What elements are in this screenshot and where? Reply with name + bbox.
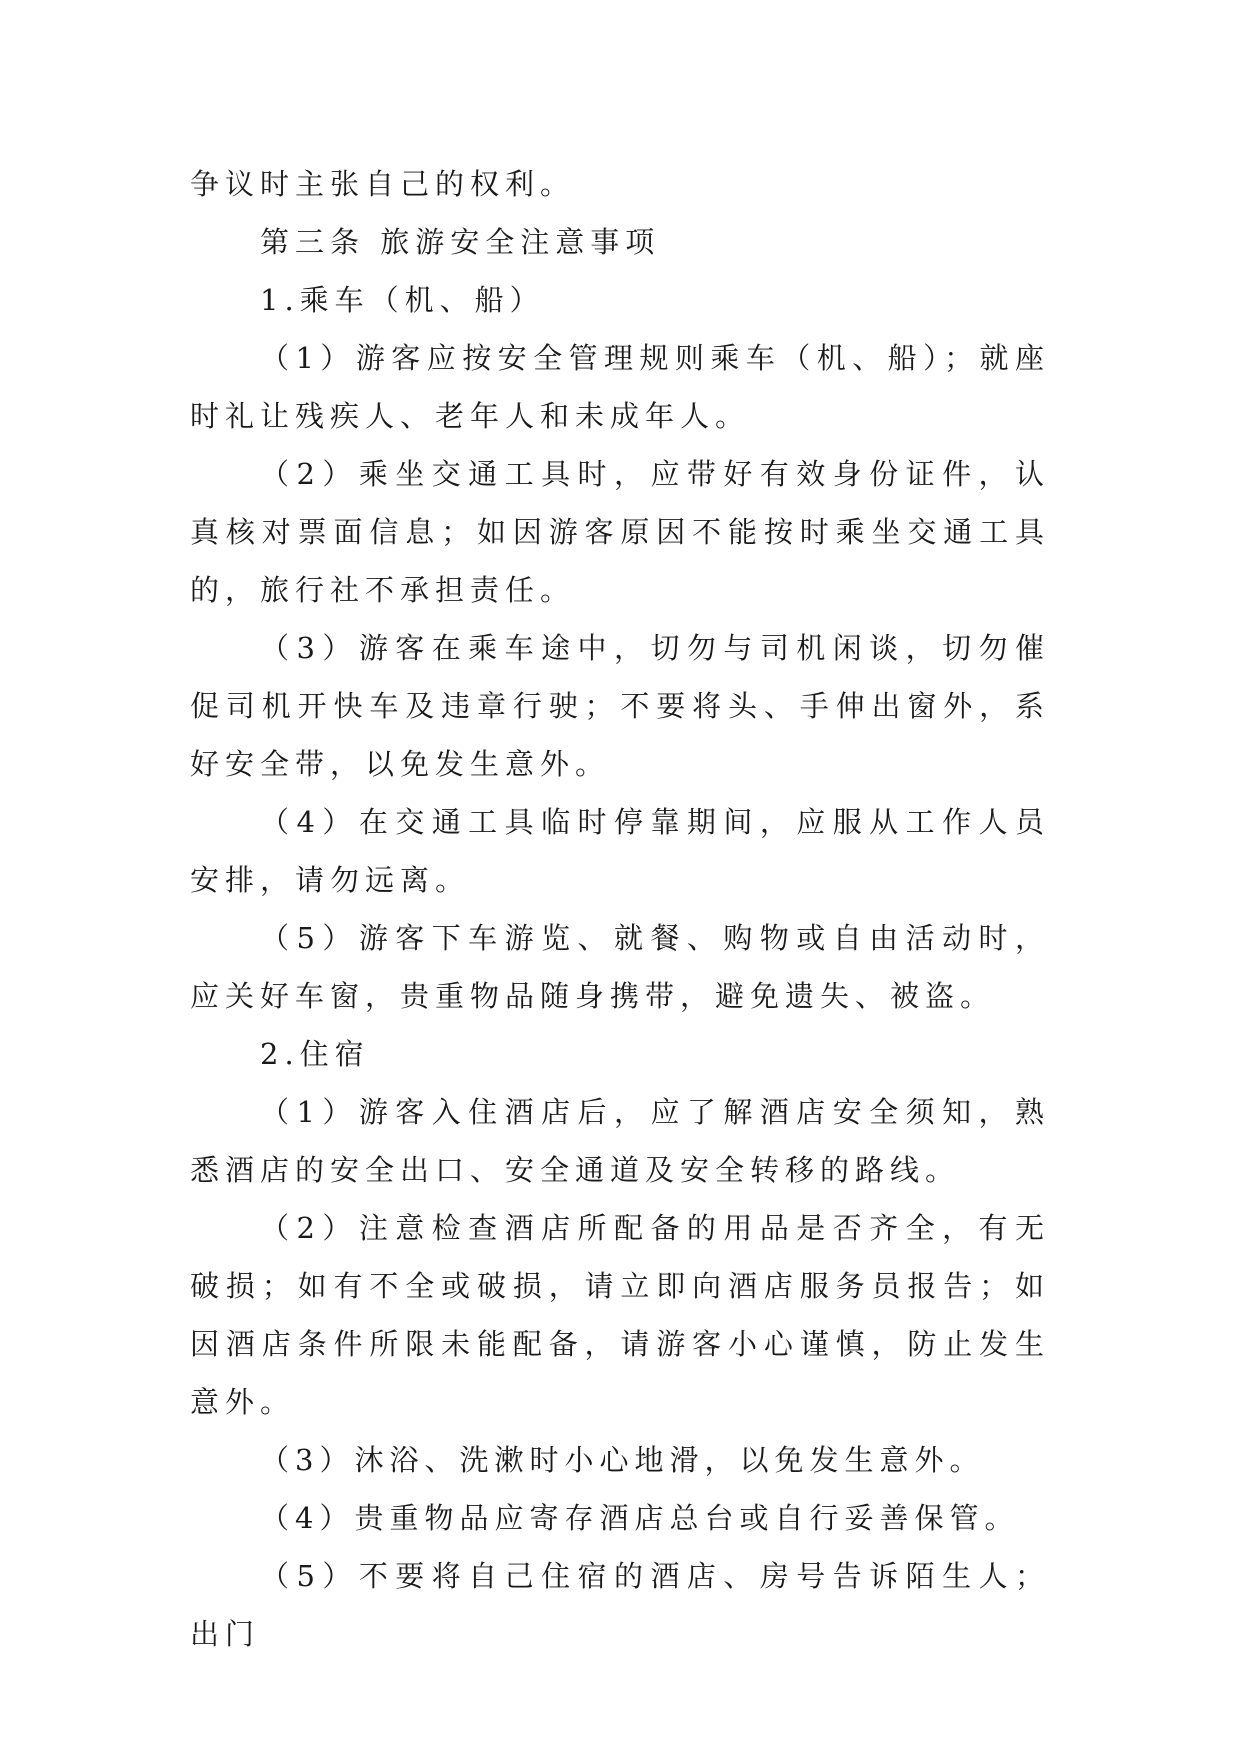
paragraph-transport-1: （1）游客应按安全管理规则乘车（机、船）；就座时礼让残疾人、老年人和未成年人。 xyxy=(190,341,1050,433)
document-body xyxy=(190,155,1050,1663)
subsection-heading-transport: 1.乘车（机、船） xyxy=(260,283,545,317)
paragraph-transport-3: （3）游客在乘车途中，切勿与司机闲谈，切勿催促司机开快车及违章行驶；不要将头、手伸出窗外，系好安全带，以免发生意外。 xyxy=(190,631,1050,781)
paragraph-accommodation-3: （3）沐浴、洗漱时小心地滑，以免发生意外。 xyxy=(260,1443,985,1477)
paragraph-continuation: 争议时主张自己的权利。 xyxy=(190,167,576,201)
section-heading-article-3: 第三条 旅游安全注意事项 xyxy=(260,225,661,259)
paragraph-accommodation-4: （4）贵重物品应寄存酒店总台或自行妥善保管。 xyxy=(260,1501,1020,1535)
subsection-heading-accommodation: 2.住宿 xyxy=(260,1037,370,1071)
paragraph-accommodation-5: （5）不要将自己住宿的酒店、房号告诉陌生人；出门 xyxy=(190,1559,1050,1651)
paragraph-accommodation-1: （1）游客入住酒店后，应了解酒店安全须知，熟悉酒店的安全出口、安全通道及安全转移的路线。 xyxy=(190,1095,1050,1187)
paragraph-transport-4: （4）在交通工具临时停靠期间，应服从工作人员安排，请勿远离。 xyxy=(190,805,1050,897)
paragraph-accommodation-2: （2）注意检查酒店所配备的用品是否齐全，有无破损；如有不全或破损，请立即向酒店服务员报告；如因酒店条件所限未能配备，请游客小心谨慎，防止发生意外。 xyxy=(190,1211,1050,1419)
paragraph-transport-5: （5）游客下车游览、就餐、购物或自由活动时，应关好车窗，贵重物品随身携带，避免遗失、被盗。 xyxy=(190,921,1050,1013)
paragraph-transport-2: （2）乘坐交通工具时，应带好有效身份证件，认真核对票面信息；如因游客原因不能按时乘坐交通工具的，旅行社不承担责任。 xyxy=(190,457,1050,607)
